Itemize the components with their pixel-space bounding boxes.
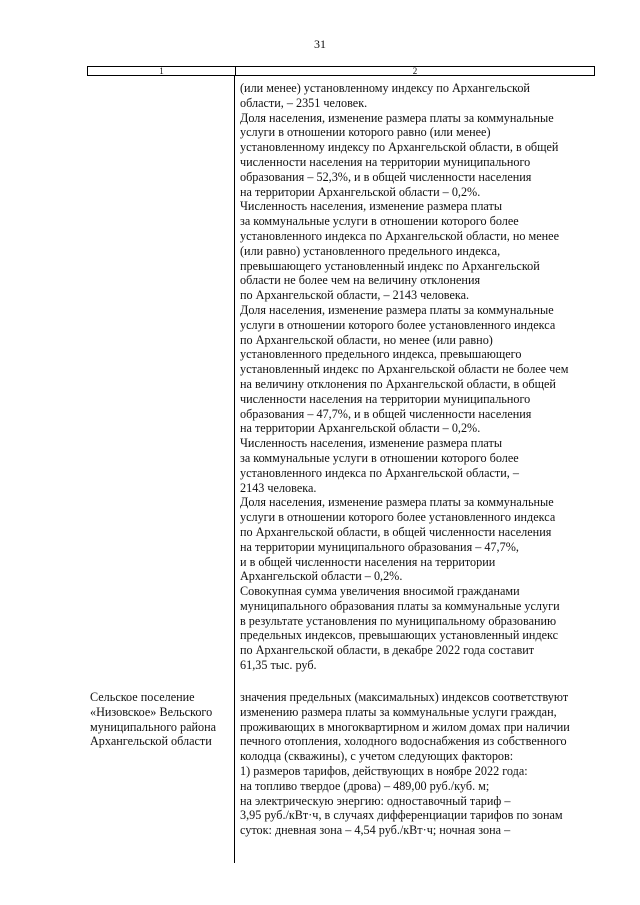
text-line: установленного индекса по Архангельской области, но менее <box>240 228 559 243</box>
text-line: Доля населения, изменение размера платы за коммунальные <box>240 495 554 510</box>
text-line: значения предельных (максимальных) индексов соответствуют <box>240 690 569 704</box>
text-line: на территории Архангельской области – 0,2%. <box>240 184 481 199</box>
page-number: 31 <box>314 37 326 51</box>
text-line: услуги в отношении которого более установленного индекса <box>240 317 556 332</box>
text-line: образования – 47,7%, и в общей численности населения <box>240 406 532 421</box>
text-line: на электрическую энергию: одноставочный тариф – <box>240 793 511 808</box>
text-line: за коммунальные услуги в отношении которого более <box>240 214 519 229</box>
text-line: 1) размеров тарифов, действующих в ноябре 2022 года: <box>240 763 528 778</box>
municipality-name-line: «Низовское» Вельского <box>90 704 213 719</box>
text-line: Численность населения, изменение размера платы <box>240 199 503 214</box>
text-line: муниципального образования платы за коммунальные услуги <box>240 598 560 613</box>
text-line: области не более чем на величину отклонения <box>240 273 481 288</box>
text-line: услуги в отношении которого равно (или менее) <box>240 125 491 140</box>
text-line: суток: дневная зона – 4,54 руб./кВт·ч; ночная зона – <box>240 823 511 838</box>
text-line: Совокупная сумма увеличения вносимой гражданами <box>240 584 520 599</box>
text-line: установленного индекса по Архангельской области, – <box>240 465 519 480</box>
municipality-name-line: Сельское поселение <box>90 690 195 704</box>
text-line: превышающего установленный индекс по Архангельской <box>240 258 540 273</box>
text-line: численности населения на территории муниципального <box>240 154 531 169</box>
text-line: услуги в отношении которого более установленного индекса <box>240 510 556 525</box>
table-header-col2: 2 <box>412 66 418 76</box>
text-line: установленного предельного индекса, превышающего <box>240 347 522 362</box>
text-line: на территории Архангельской области – 0,2%. <box>240 421 481 436</box>
column-divider <box>234 76 235 863</box>
text-line: на топливо твердое (дрова) – 489,00 руб./куб. м; <box>240 778 490 793</box>
text-line: и в общей численности населения на территории <box>240 554 496 569</box>
text-line: 61,35 тыс. руб. <box>240 658 317 673</box>
text-line: установленному индексу по Архангельской области, в общей <box>240 140 559 155</box>
table-header-col1: 1 <box>88 67 236 75</box>
text-line: на территории муниципального образования – 47,7%, <box>240 539 519 554</box>
text-line: Доля населения, изменение размера платы за коммунальные <box>240 302 554 317</box>
text-line: образования – 52,3%, и в общей численности населения <box>240 169 532 184</box>
text-line: в результате установления по муниципальному образованию <box>240 613 557 628</box>
text-line: установленный индекс по Архангельской области не более чем <box>240 362 569 377</box>
text-line: (или равно) установленного предельного индекса, <box>240 243 501 258</box>
text-line: 2143 человека. <box>240 480 317 495</box>
indices-text-block <box>240 690 600 838</box>
text-line: по Архангельской области, – 2143 человека. <box>240 288 470 303</box>
text-line: колодца (скважины), с учетом следующих факторов: <box>240 749 514 764</box>
text-line: области, – 2351 человек. <box>240 95 368 110</box>
text-line: по Архангельской области, в общей численности населения <box>240 524 552 539</box>
text-line: за коммунальные услуги в отношении которого более <box>240 450 519 465</box>
text-line: (или менее) установленному индексу по Архангельской <box>240 81 530 95</box>
text-line: Численность населения, изменение размера платы <box>240 436 503 451</box>
text-line: 3,95 руб./кВт·ч, в случаях дифференциации тарифов по зонам <box>240 808 563 823</box>
municipality-name-line: муниципального района <box>90 719 217 734</box>
text-line: предельных индексов, превышающих установленный индекс <box>240 628 559 643</box>
table-header-row <box>87 66 595 76</box>
text-line: проживающих в многоквартирном и жилом домах при наличии <box>240 719 570 734</box>
text-line: по Архангельской области, но менее (или равно) <box>240 332 493 347</box>
municipality-cell <box>90 690 230 749</box>
text-line: на величину отклонения по Архангельской области, в общей <box>240 376 556 391</box>
text-line: печного отопления, холодного водоснабжения из собственного <box>240 734 567 749</box>
continued-text-block <box>240 81 600 673</box>
text-line: Доля населения, изменение размера платы за коммунальные <box>240 110 554 125</box>
text-line: изменению размера платы за коммунальные услуги граждан, <box>240 704 557 719</box>
text-line: по Архангельской области, в декабре 2022 года составит <box>240 643 535 658</box>
text-line: Архангельской области – 0,2%. <box>240 569 403 584</box>
municipality-name-line: Архангельской области <box>90 734 212 749</box>
text-line: численности населения на территории муниципального <box>240 391 531 406</box>
